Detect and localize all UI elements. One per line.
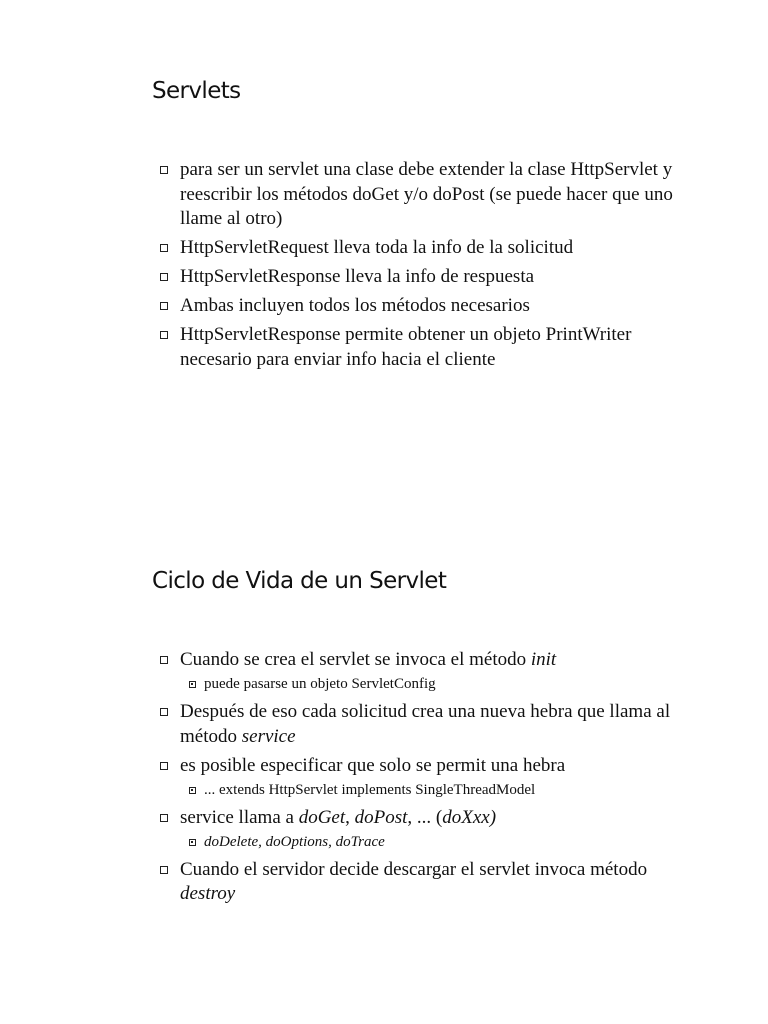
square-bullet-icon xyxy=(160,166,168,174)
list-item xyxy=(160,648,680,673)
sub-bullet-text: puede pasarse un objeto ServletConfig xyxy=(204,676,436,692)
list-item xyxy=(160,700,680,749)
square-bullet-icon xyxy=(160,762,168,770)
sub-list-item xyxy=(160,781,680,800)
bullet-text: HttpServletResponse lleva la info de respuesta xyxy=(180,266,535,287)
list-item xyxy=(160,323,680,372)
square-bullet-icon xyxy=(160,708,168,716)
sub-bullet-text: doDelete, doOptions, doTrace xyxy=(204,833,385,850)
method-name: doGet xyxy=(298,806,346,828)
method-name: doPost xyxy=(354,806,408,828)
square-bullet-icon xyxy=(160,331,168,339)
bullet-text: service llama a xyxy=(180,806,299,828)
square-bullet-icon xyxy=(160,814,168,822)
method-name: destroy xyxy=(180,883,236,904)
filled-square-bullet-icon xyxy=(189,839,196,846)
bullet-text: Después de eso cada solicitud crea una nueva hebra que llama al método xyxy=(180,701,671,747)
method-name: doXxx) xyxy=(442,806,497,828)
method-name: service xyxy=(241,725,296,747)
list-item xyxy=(160,236,680,261)
method-name: init xyxy=(530,649,557,670)
square-bullet-icon xyxy=(160,656,168,664)
list-item xyxy=(160,806,680,831)
square-bullet-icon xyxy=(160,244,168,252)
list-item xyxy=(160,265,680,290)
list-item xyxy=(160,754,680,779)
bullet-text: Ambas incluyen todos los métodos necesarios xyxy=(180,295,530,316)
bullet-text: Cuando el servidor decide descargar el servlet invoca método xyxy=(180,858,648,880)
bullet-text: HttpServletResponse permite obtener un objeto PrintWriter necesario para enviar info hacia el cliente xyxy=(180,324,632,370)
bullet-list xyxy=(160,158,680,377)
separator-text: , xyxy=(345,806,355,828)
sub-list-item xyxy=(160,833,680,852)
list-item xyxy=(160,158,680,232)
slide-title: Servlets xyxy=(152,78,241,104)
sub-bullet-text: ... extends HttpServlet implements SingleThreadModel xyxy=(204,781,536,798)
bullet-text: HttpServletRequest lleva toda la info de la solicitud xyxy=(180,237,574,258)
list-item xyxy=(160,858,680,907)
filled-square-bullet-icon xyxy=(189,787,196,794)
sub-list-item xyxy=(160,675,680,694)
bullet-list xyxy=(160,648,680,911)
filled-square-bullet-icon xyxy=(189,681,196,688)
list-item xyxy=(160,294,680,319)
bullet-text: para ser un servlet una clase debe extender la clase HttpServlet y reescribir los métodos doGet y/o doPost (se puede hacer que uno llame al otro) xyxy=(180,159,673,229)
separator-text: , ... ( xyxy=(407,806,443,828)
square-bullet-icon xyxy=(160,273,168,281)
square-bullet-icon xyxy=(160,866,168,874)
slide-title: Ciclo de Vida de un Servlet xyxy=(152,568,447,594)
square-bullet-icon xyxy=(160,302,168,310)
bullet-text: es posible especificar que solo se permit una hebra xyxy=(180,754,566,776)
bullet-text: Cuando se crea el servlet se invoca el método xyxy=(180,649,531,670)
